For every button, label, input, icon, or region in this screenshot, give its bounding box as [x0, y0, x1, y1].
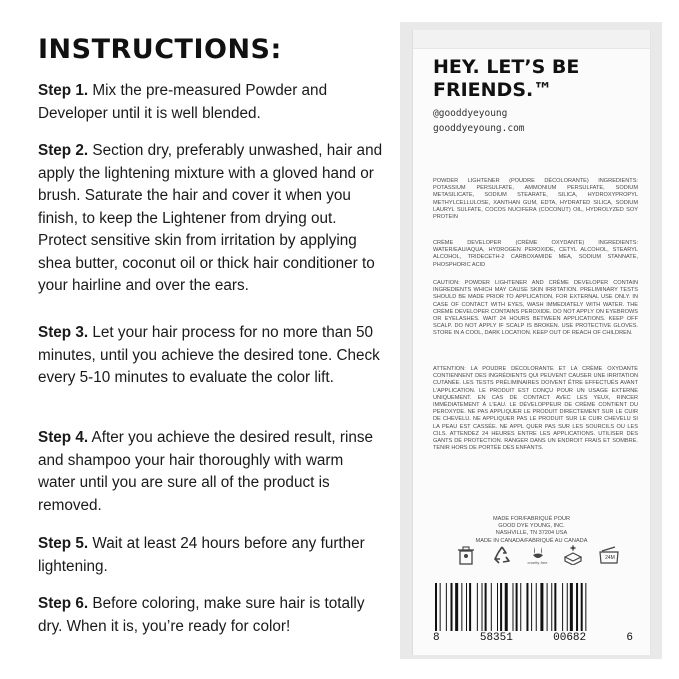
- step-2: [38, 140, 383, 298]
- step-label: Step 1.: [38, 82, 89, 99]
- step-4: [38, 427, 383, 517]
- made-line: GOOD DYE YOUNG, INC.: [498, 523, 565, 530]
- step-text: Section dry, preferably unwashed, hair and apply the lightening mixture with a gloved hand or brush. Saturate the hair and cover it when you finish, to keep the Lightener from drying out. Protect sensitive skin from irritation by applying shea butter, coconut oil or thick hair conditioner to your hairline and over the ears.: [38, 142, 383, 294]
- barcode-bar: [505, 583, 508, 631]
- open-jar-24m-icon: [598, 544, 620, 566]
- recycle-icon: [491, 544, 513, 566]
- barcode-digit-group: 6: [626, 632, 633, 644]
- website-url: gooddyeyoung.com: [433, 123, 525, 134]
- barcode-bar: [562, 583, 563, 631]
- trash-bin-icon: [455, 544, 477, 566]
- barcode-bar: [576, 583, 578, 631]
- made-line: NASHVILLE, TN 37204 USA: [495, 530, 568, 537]
- barcode-bar: [485, 583, 487, 631]
- barcode-bar: [466, 583, 467, 631]
- barcode-digits: [433, 632, 633, 644]
- barcode-bar: [513, 583, 514, 631]
- barcode-bar: [570, 583, 573, 631]
- instructions-title: INSTRUCTIONS:: [38, 34, 282, 65]
- barcode-bar: [526, 583, 528, 631]
- step-1: [38, 80, 383, 125]
- made-line: MADE FOR/FABRIQUÉ POUR: [492, 516, 571, 522]
- made-line: MADE IN CANADA/FABRIQUÉ AU CANADA: [475, 537, 588, 544]
- step-text: After you achieve the desired result, rinse and shampoo your hair thoroughly with warm water until you are sure all of the product is removed.: [38, 429, 374, 514]
- barcode-bar: [554, 583, 556, 631]
- instagram-handle: @gooddyeyoung: [433, 108, 508, 119]
- barcode-digit-group: 8: [433, 632, 440, 644]
- powder-ingredients: POWDER LIGHTENER (POUDRE DÉCOLORANTE) INGREDIENTS: POTASSIUM PERSULFATE, AMMONIUM PERSULFATE, SODIUM METASILICATE, SODIUM STEARATE, SILICA, HYDROXYPROPYL METHYLCELLULOSE, XANTHAN GUM, EDTA, HYDRATED SILICA, SODIUM LAURYL SULFATE, COCOS NUCIFERA (COCONUT) OIL, HYDROLYZED SOY PROTEIN: [433, 178, 638, 221]
- step-text: Wait at least 24 hours before any further lightening.: [38, 535, 365, 575]
- sustainable-box-icon: [562, 544, 584, 566]
- barcode-bar: [520, 583, 521, 631]
- barcode-bar: [551, 583, 552, 631]
- barcode-bar: [477, 583, 478, 631]
- barcode-bar: [482, 583, 483, 631]
- step-5: [38, 533, 383, 578]
- barcode-bar: [440, 583, 441, 631]
- barcode-bar: [540, 583, 543, 631]
- step-label: Step 5.: [38, 535, 89, 552]
- package-icons: [455, 540, 620, 570]
- step-label: Step 2.: [38, 142, 89, 159]
- box-top-flap: [413, 30, 650, 49]
- barcode-bar: [516, 583, 518, 631]
- step-label: Step 3.: [38, 324, 89, 341]
- step-6: [38, 593, 383, 638]
- barcode-bar: [451, 583, 453, 631]
- barcode-bar: [461, 583, 462, 631]
- step-text: Mix the pre-measured Powder and Developer until it is well blended.: [38, 82, 328, 122]
- barcode-bar: [585, 583, 586, 631]
- barcode-bar: [567, 583, 568, 631]
- step-text: Let your hair process for no more than 50 minutes, until you achieve the desired tone. Check every 5-10 minutes to evaluate the color lift.: [38, 324, 380, 386]
- developer-ingredients: CRÈME DEVELOPER (CRÈME OXYDANTE) INGREDIENTS: WATER/EAU/AQUA, HYDROGEN PEROXIDE, CETYL ALCOHOL, STEARYL ALCOHOL, TRIDECETH-2 CARBOXAMIDE MEA, SODIUM STANNATE, PHOSPHORIC ACID: [433, 240, 638, 268]
- step-text: Before coloring, make sure hair is totally dry. When it is, you’re ready for color!: [38, 595, 365, 635]
- barcode-bar: [497, 583, 498, 631]
- barcode: [433, 583, 628, 631]
- period-after-opening: 24M: [605, 555, 615, 561]
- product-box: [412, 30, 651, 655]
- barcode-bar: [500, 583, 502, 631]
- barcode-bar: [446, 583, 447, 631]
- attention-text: ATTENTION: LA POUDRE DÉCOLORANTE ET LA CRÈME OXYDANTE CONTIENNENT DES INGRÉDIENTS QUI PEUVENT CAUSER UNE IRRITATION CUTANÉE. LES TESTS PRÉLIMINAIRES DOIVENT ÊTRE EFFECTUÉS AVANT L'APPLICATION. LE PRODUIT EST CONÇU POUR UN USAGE EXTERNE UNIQUEMENT. EN CAS DE CONTACT AVEC LES YEUX, RINCER IMMÉDIATEMENT À L'EAU. LE DÉVELOPPEUR DE CRÈME CONTIENT DU PEROXYDE. NE PAS APPLIQUER LE PRODUIT DIRECTEMENT SUR LE CUIR DE CHEVELU. NE APPLIQUER PAS LE PRODUIT SUR LE CUIR CHEVELU SI LA PEAU EST CASSÉE. NE APPL QUER PAS SUR LES SOURCILS OU LES CILS. ATTENDEZ 24 HEURES ENTRE LES APPLICATIONS. UTILISER DES GANTS DE PROTECTION. RANGER DANS UN ENDROIT FRAIS ET SOMBRE. TENIR HORS DE PORTÉE DES ENFANTS.: [433, 366, 638, 452]
- barcode-bar: [531, 583, 532, 631]
- barcode-bar: [469, 583, 471, 631]
- caution-text: CAUTION: POWDER LIGHTENER AND CRÈME DEVELOPER CONTAIN INGREDIENTS WHICH MAY CAUSE SKIN IRRITATION. PRELIMINARY TESTS SHOULD BE MADE PRIOR TO APPLICATION. FOR EXTERNAL USE ONLY. IN CASE OF CONTACT WITH EYES, WASH IMMEDIATELY WITH WATER. THE CRÈME DEVELOPER CONTAINS PEROXIDE. DO NOT APPLY ON EYEBROWS OR EYELASHES. WAIT 24 HOURS BETWEEN APPLICATIONS. KEEP OFF SCALP. DO NOT APPLY IF SCALP IS BROKEN. USE PROTECTIVE GLOVES. STORE IN A COOL, DARK LOCATION. KEEP OUT OF REACH OF CHILDREN.: [433, 280, 638, 337]
- barcode-bar: [547, 583, 548, 631]
- barcode-bar: [536, 583, 537, 631]
- barcode-bar: [491, 583, 492, 631]
- barcode-bar: [581, 583, 583, 631]
- package-headline: HEY. LET’S BE FRIENDS.™: [433, 56, 580, 101]
- step-3: [38, 322, 383, 390]
- cruelty-free-label: cruelty-free: [527, 559, 548, 565]
- barcode-bar: [435, 583, 437, 631]
- barcode-digit-group: 00682: [553, 632, 587, 644]
- step-label: Step 6.: [38, 595, 89, 612]
- step-label: Step 4.: [38, 429, 89, 446]
- barcode-digit-group: 58351: [479, 632, 513, 644]
- barcode-bar: [455, 583, 458, 631]
- cruelty-free-icon: [527, 544, 549, 566]
